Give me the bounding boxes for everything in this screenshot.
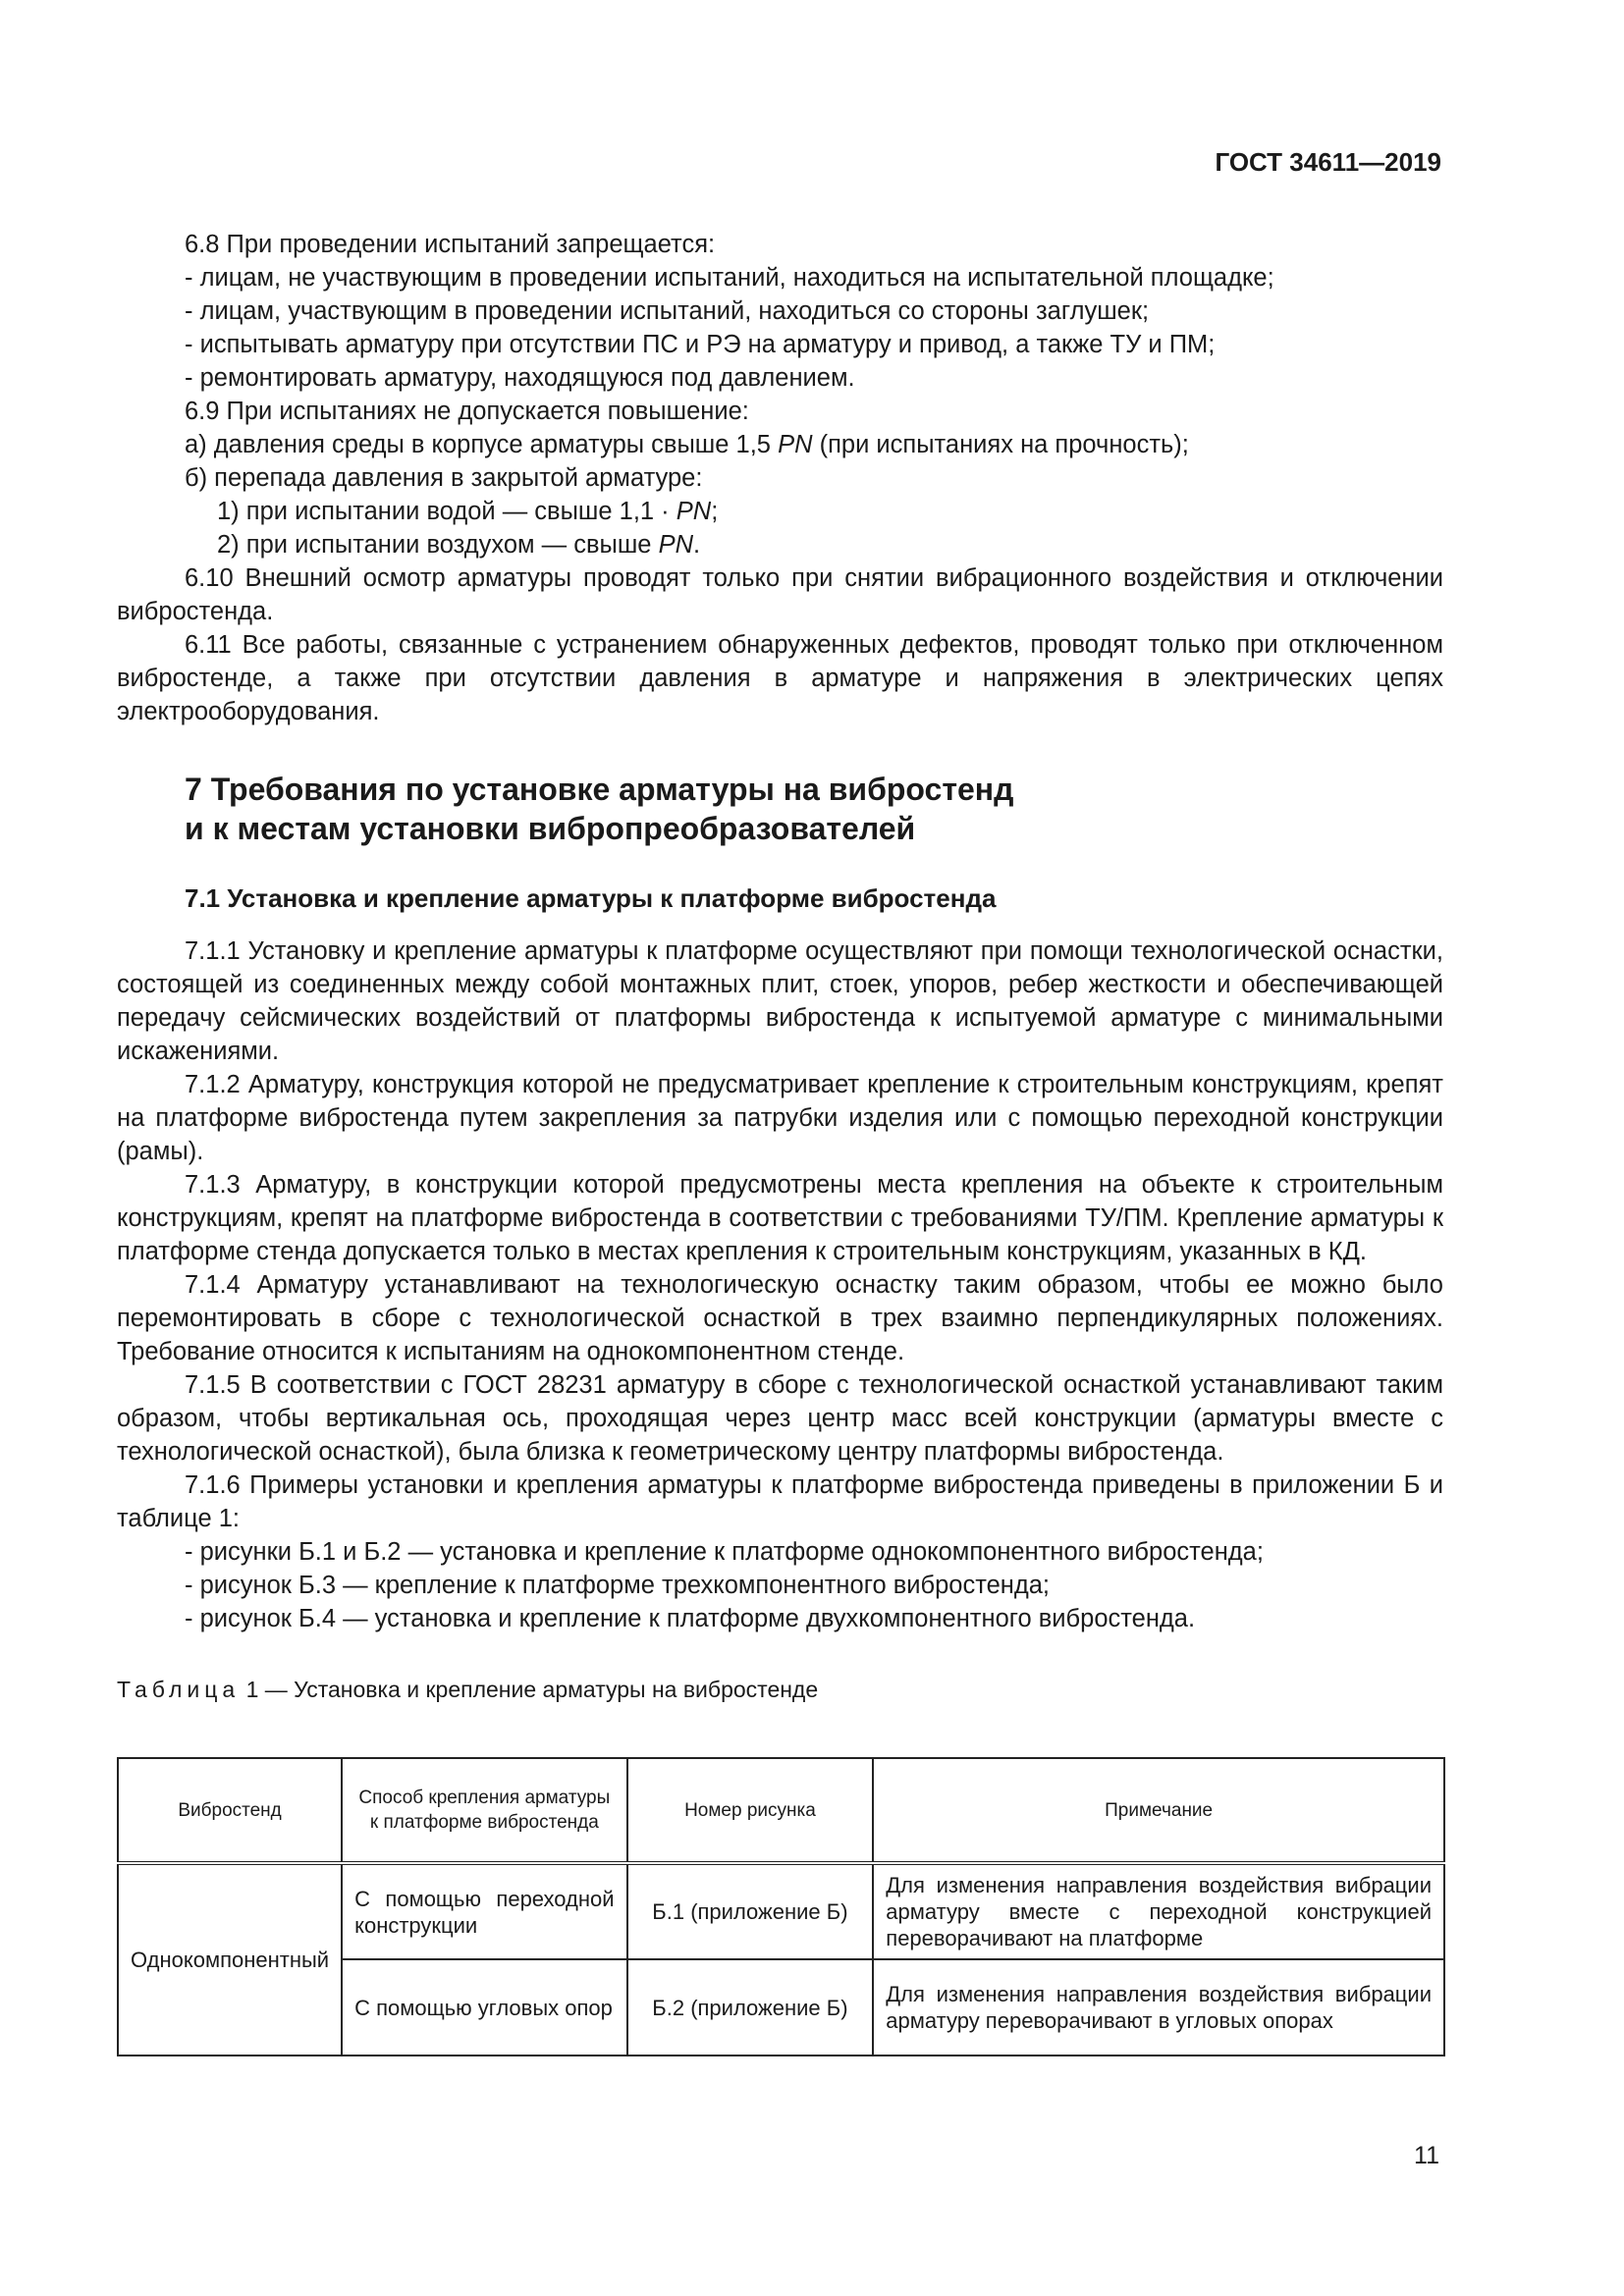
document-code: ГОСТ 34611—2019: [1215, 147, 1441, 177]
page-number: 11: [1414, 2142, 1439, 2169]
list-item-b1: 1) при испытании водой — свыше 1,1 · PN;: [217, 498, 719, 525]
paragraph-7-1-6: 7.1.6 Примеры установки и крепления арматуры к платформе вибростенда приведены в приложении Б и таблице 1:: [117, 1471, 1443, 1532]
table-caption: Таблица 1 — Установка и крепление арматуры на вибростенде: [117, 1677, 819, 1702]
paragraph-7-1-4: 7.1.4 Арматуру устанавливают на технологическую оснастку таким образом, чтобы ее можно было перемонтировать в сборе с технологической оснасткой в трех взаимно перпендикулярных положениях. Требование относится к испытаниям на однокомпонентном стенде.: [117, 1271, 1443, 1365]
vibrostand-type-cell: Однокомпонентный: [118, 1863, 342, 2056]
table-row: [118, 1863, 1444, 1959]
column-header: Вибростенд: [118, 1758, 342, 1863]
list-item: - рисунок Б.4 — установка и крепление к платформе двухкомпонентного вибростенда.: [185, 1605, 1196, 1632]
list-item: - лицам, участвующим в проведении испытаний, находиться со стороны заглушек;: [185, 297, 1150, 325]
paragraph-7-1-3: 7.1.3 Арматуру, в конструкции которой предусмотрены места крепления на объекте к строительным конструкциям, крепят на платформе вибростенда в соответствии с требованиями ТУ/ПМ. Крепление арматуры к платформе стенда допускается только в местах крепления к строительным конструкциям, указанных в КД.: [117, 1171, 1443, 1265]
method-cell: С помощью переходной конструкции: [342, 1863, 626, 1959]
paragraph-7-1-1: 7.1.1 Установку и крепление арматуры к платформе осуществляют при помощи технологической оснастки, состоящей из соединенных между собой монтажных плит, стоек, упоров, ребер жесткости и обеспечивающей передачу сейсмических воздействий от платформы вибростенда к испытуемой арматуре с минимальными искажениями.: [117, 937, 1443, 1065]
subsection-7-1-title: 7.1 Установка и крепление арматуры к платформе вибростенда: [185, 883, 997, 913]
note-cell: Для изменения направления воздействия вибрации арматуру переворачивают в угловых опорах: [873, 1959, 1444, 2056]
list-item-b: б) перепада давления в закрытой арматуре:: [185, 464, 703, 492]
paragraph-7-1-5: 7.1.5 В соответствии с ГОСТ 28231 арматуру в сборе с технологической оснасткой устанавливают таким образом, чтобы вертикальная ось, проходящая через центр масс всей конструкции (арматуры вместе с технологической оснасткой), была близка к геометрическому центру платформы вибростенда.: [117, 1371, 1443, 1466]
list-item: - ремонтировать арматуру, находящуюся под давлением.: [185, 364, 855, 392]
section-7-title: 7 Требования по установке арматуры на вибростенд и к местам установки вибропреобразователей: [185, 772, 1014, 846]
paragraph-7-1-2: 7.1.2 Арматуру, конструкция которой не предусматривает крепление к строительным конструкциям, крепят на платформе вибростенда путем закрепления за патрубки изделия или с помощью переходной конструкции (рамы).: [117, 1071, 1443, 1165]
list-item-a: а) давления среды в корпусе арматуры свыше 1,5 PN (при испытаниях на прочность);: [185, 431, 1189, 458]
column-header: Способ крепления арматуры к платформе вибростенда: [342, 1758, 626, 1863]
list-item-b2: 2) при испытании воздухом — свыше PN.: [217, 531, 701, 559]
document-body: [117, 228, 1443, 1704]
table-header-row: [118, 1758, 1444, 1863]
figure-cell: Б.1 (приложение Б): [627, 1863, 874, 1959]
installation-table: [117, 1757, 1445, 2056]
paragraph-6-9: 6.9 При испытаниях не допускается повышение:: [185, 398, 749, 425]
paragraph-6-10: 6.10 Внешний осмотр арматуры проводят только при снятии вибрационного воздействия и отключении вибростенда.: [117, 564, 1443, 625]
list-item: - лицам, не участвующим в проведении испытаний, находиться на испытательной площадке;: [185, 264, 1274, 292]
figure-cell: Б.2 (приложение Б): [627, 1959, 874, 2056]
method-cell: С помощью угловых опор: [342, 1959, 626, 2056]
paragraph-6-11: 6.11 Все работы, связанные с устранением обнаруженных дефектов, проводят только при отключенном вибростенде, а также при отсутствии давления в арматуре и напряжения в электрических цепях электрооборудования.: [117, 631, 1443, 725]
list-item: - рисунок Б.3 — крепление к платформе трехкомпонентного вибростенда;: [185, 1572, 1051, 1599]
column-header: Примечание: [873, 1758, 1444, 1863]
column-header: Номер рисунка: [627, 1758, 874, 1863]
list-item: - рисунки Б.1 и Б.2 — установка и крепление к платформе однокомпонентного вибростенда;: [185, 1538, 1264, 1566]
paragraph-6-8: 6.8 При проведении испытаний запрещается:: [185, 231, 716, 258]
list-item: - испытывать арматуру при отсутствии ПС и РЭ на арматуру и привод, а также ТУ и ПМ;: [185, 331, 1216, 358]
note-cell: Для изменения направления воздействия вибрации арматуру вместе с переходной конструкцией переворачивают на платформе: [873, 1863, 1444, 1959]
